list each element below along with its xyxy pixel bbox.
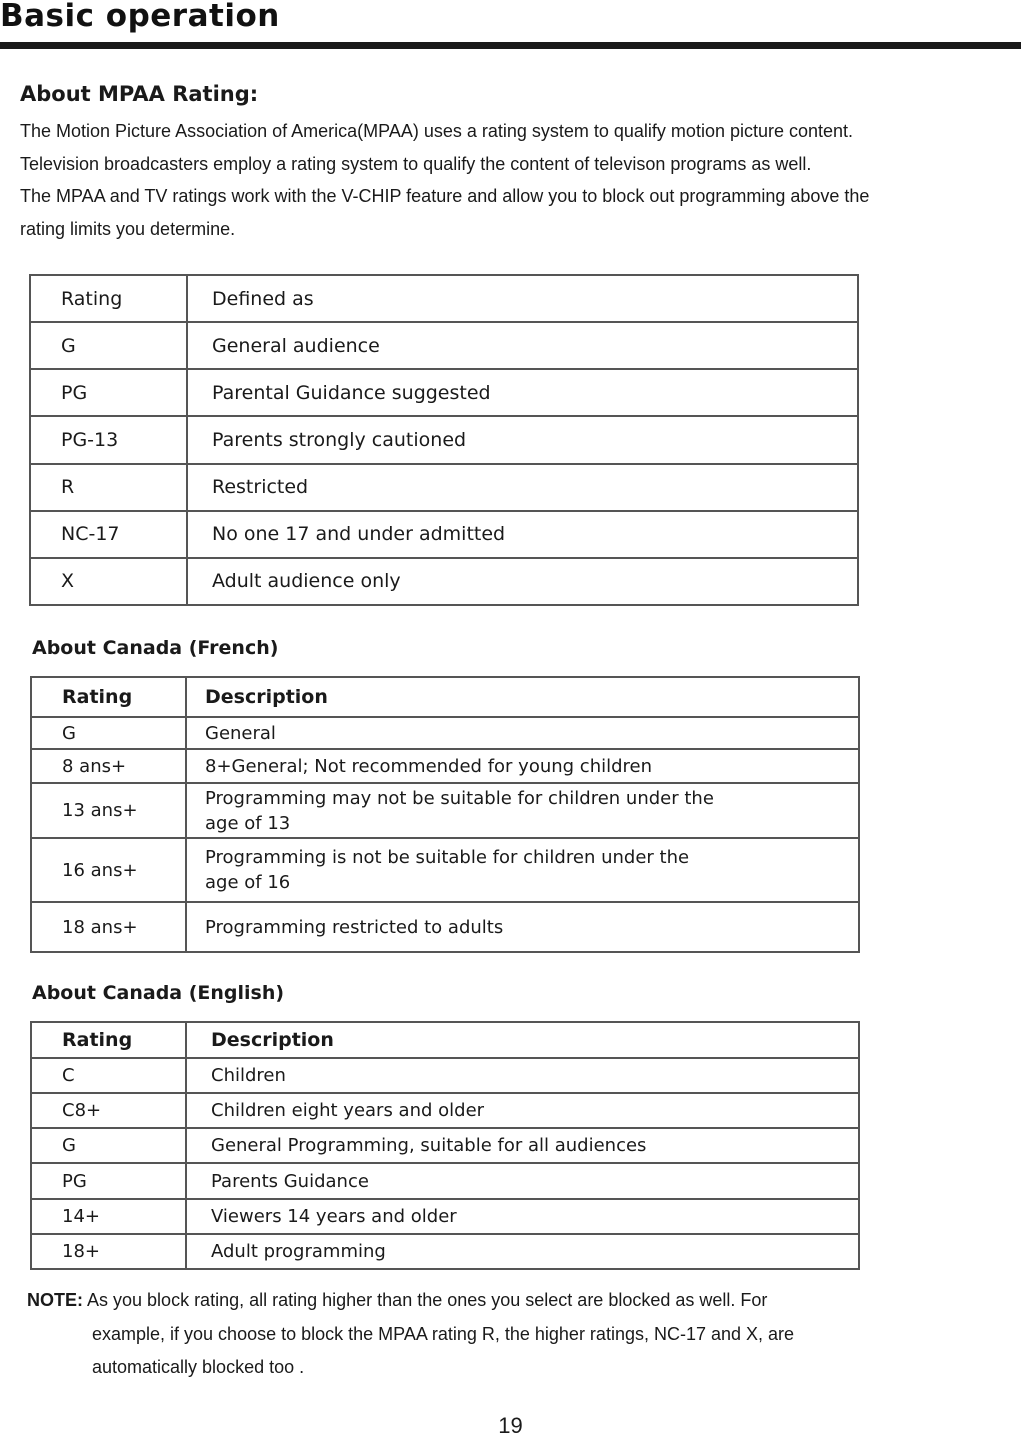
note-line: example, if you choose to block the MPAA rating R, the higher ratings, NC-17 and X, are [92, 1323, 795, 1344]
table-row [31, 1199, 859, 1234]
rating-cell: PG [30, 369, 187, 416]
table-row [31, 902, 859, 952]
canada-english-heading: About Canada (English) [32, 982, 285, 1004]
description-cell: Parents Guidance [186, 1163, 859, 1198]
table-row [31, 1163, 859, 1198]
table-row [30, 464, 858, 511]
description-cell [186, 838, 859, 902]
rating-cell: G [30, 322, 187, 369]
table-row [31, 783, 859, 838]
rating-cell: X [30, 558, 187, 605]
canada-french-rating-table [30, 676, 860, 953]
definition-cell: No one 17 and under admitted [187, 511, 858, 558]
mpaa-intro [20, 115, 1010, 245]
description-text: Programming may not be suitable for children under the age of 13 [205, 787, 714, 834]
table-row [31, 838, 859, 902]
definition-cell: Adult audience only [187, 558, 858, 605]
table-row [31, 1128, 859, 1163]
page-header [0, 0, 1021, 50]
description-cell: 8+General; Not recommended for young children [186, 749, 859, 783]
rating-cell: 18+ [31, 1234, 186, 1269]
description-cell: Children [186, 1058, 859, 1093]
rating-cell: C [31, 1058, 186, 1093]
mpaa-intro-line: The MPAA and TV ratings work with the V-CHIP feature and allow you to block out programming above the [20, 186, 870, 206]
column-header-description: Description [186, 677, 859, 717]
page-number: 19 [498, 1413, 523, 1438]
rating-cell: 8 ans+ [31, 749, 186, 783]
table-header-row [31, 677, 859, 717]
definition-cell: General audience [187, 322, 858, 369]
column-header-description: Description [186, 1022, 859, 1058]
column-header-rating: Rating [31, 1022, 186, 1058]
canada-french-heading: About Canada (French) [32, 637, 279, 659]
description-text: Programming is not be suitable for children under the age of 16 [205, 847, 690, 893]
rating-cell: 18 ans+ [31, 902, 186, 952]
rating-cell: PG [31, 1163, 186, 1198]
table-row [31, 1234, 859, 1269]
description-cell: Children eight years and older [186, 1093, 859, 1128]
definition-cell: Restricted [187, 464, 858, 511]
table-header-row [31, 1022, 859, 1058]
description-cell: Adult programming [186, 1234, 859, 1269]
rating-cell: G [31, 1128, 186, 1163]
note-text: As you block rating, all rating higher than the ones you select are blocked as well. For [87, 1290, 768, 1310]
note-line [27, 1284, 927, 1318]
description-cell [186, 783, 859, 838]
table-row [31, 1093, 859, 1128]
column-header-defined-as: Defined as [187, 275, 858, 322]
rating-cell: 16 ans+ [31, 838, 186, 902]
rating-cell: 14+ [31, 1199, 186, 1234]
table-row [30, 558, 858, 605]
canada-english-rating-table [30, 1021, 860, 1270]
mpaa-heading: About MPAA Rating: [20, 82, 259, 106]
mpaa-intro-line: rating limits you determine. [20, 218, 236, 239]
definition-cell: Parents strongly cautioned [187, 416, 858, 463]
header-rule [0, 42, 1021, 49]
rating-cell: G [31, 717, 186, 749]
rating-cell: PG-13 [30, 416, 187, 463]
description-cell: General [186, 717, 859, 749]
table-row [30, 511, 858, 558]
mpaa-rating-table [29, 274, 859, 606]
table-row [30, 369, 858, 416]
rating-cell: R [30, 464, 187, 511]
column-header-rating: Rating [31, 677, 186, 717]
mpaa-intro-line: The Motion Picture Association of America(MPAA) uses a rating system to qualify motion picture content. [20, 121, 854, 141]
rating-cell: C8+ [31, 1093, 186, 1128]
description-cell: Viewers 14 years and older [186, 1199, 859, 1234]
description-cell: Programming restricted to adults [186, 902, 859, 952]
mpaa-intro-line: Television broadcasters employ a rating system to qualify the content of televison programs as well. [20, 153, 812, 174]
rating-cell: NC-17 [30, 511, 187, 558]
table-row [31, 1058, 859, 1093]
table-row [30, 322, 858, 369]
table-header-row [30, 275, 858, 322]
description-cell: General Programming, suitable for all audiences [186, 1128, 859, 1163]
table-row [31, 749, 859, 783]
column-header-rating: Rating [30, 275, 187, 322]
definition-cell: Parental Guidance suggested [187, 369, 858, 416]
note-line: automatically blocked too . [92, 1357, 305, 1377]
note [27, 1284, 927, 1385]
page-title: Basic operation [0, 0, 280, 34]
table-row [30, 416, 858, 463]
table-row [31, 717, 859, 749]
rating-cell: 13 ans+ [31, 783, 186, 838]
note-label: NOTE: [27, 1290, 83, 1310]
